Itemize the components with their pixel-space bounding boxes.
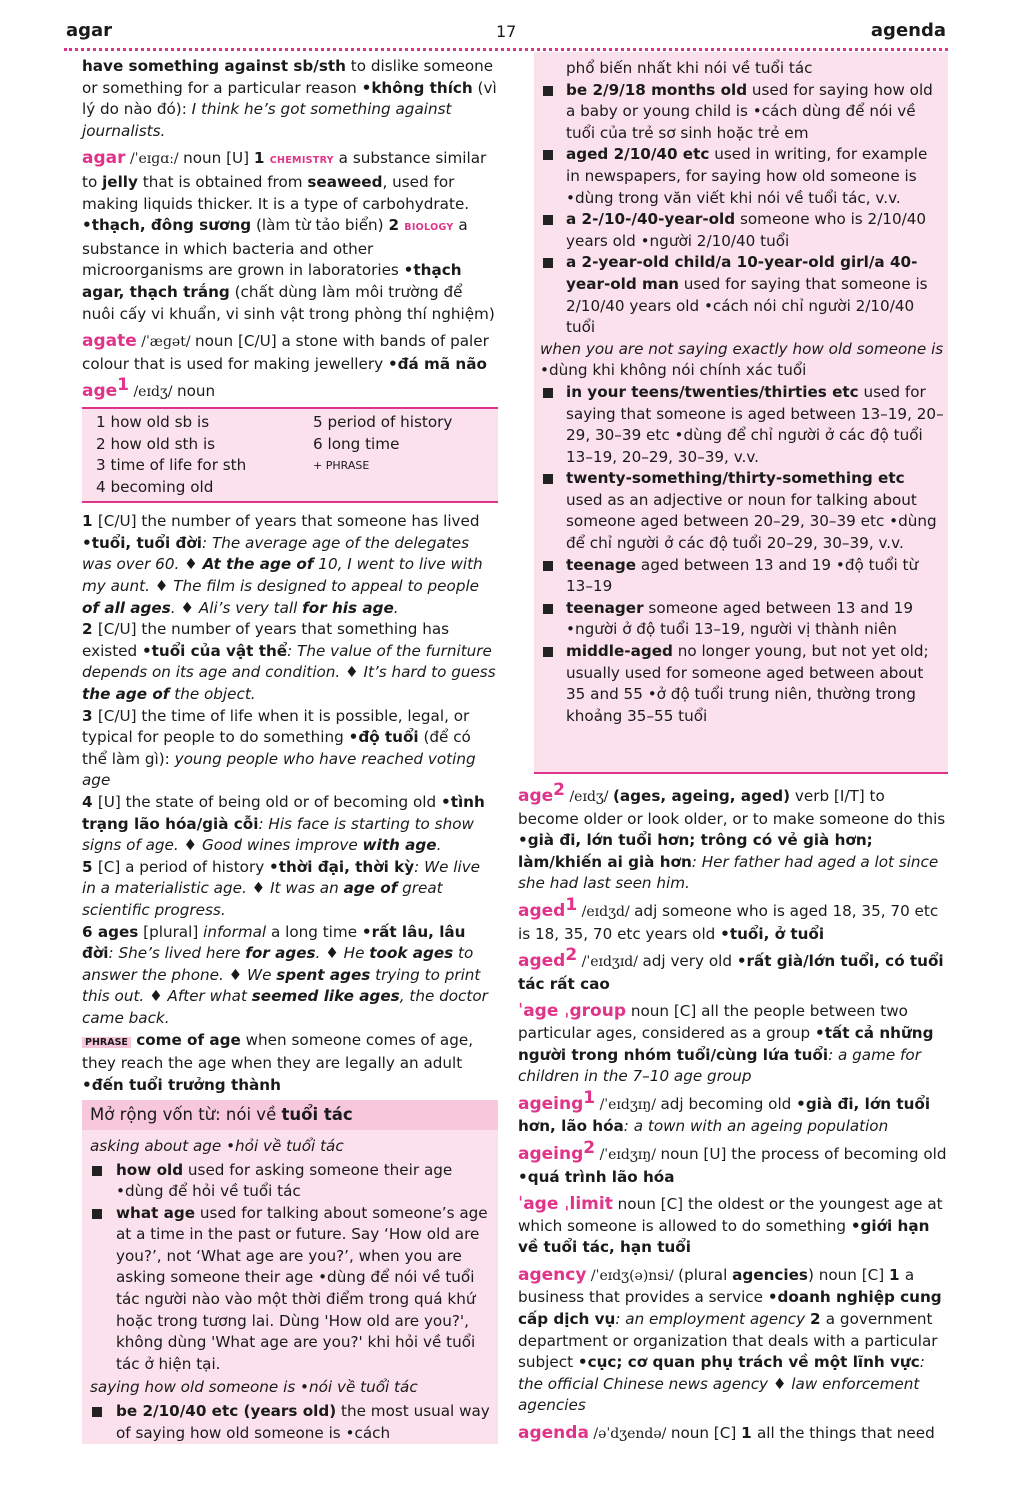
list-item: aged 2/10/40 etc used in writing, for example in newspapers, for saying how old someone is •dùng trong văn viết khi nói về tuổi tác, v.v.	[540, 144, 944, 209]
right-column	[518, 779, 948, 1452]
page-number: 17	[496, 22, 517, 41]
list-item: teenager someone aged between 13 and 19 •người ở độ tuổi 13–19, người vị thành niên	[540, 598, 944, 641]
entry-agar: agar /ˈeɪɡɑː/ noun [U] 1 CHEMISTRY a substance similar to jelly that is obtained from seaweed, used for making liquids thicker. It is a type of carbohydrate. •thạch, đông sương (làm từ tảo biển) 2 BIOLOGY a substance in which bacteria and other microorganisms are grown in laboratories •thạch agar, thạch trắng (chất dùng làm môi trường để nuôi cấy vi khuẩn, vi sinh vật trong phòng thí nghiệm)	[82, 148, 495, 323]
list-item: a 2-year-old child/a 10-year-old girl/a 40-year-old man used for saying that someone is 2/10/40 years old •cách nói chỉ người 2/10/40 tuổi	[540, 252, 944, 338]
list-item: what age used for talking about someone’s age at a time in the past or future. Say ‘How old are you?’, not ‘What age are you?’, when you are asking someone their age •dùng để nói về tuổi tác người nào vào một thời điểm trong quá khứ hoặc trong tương lai. Dùng 'How old are you?', không dùng 'What age are you?' khi hỏi về tuổi tác ở hiện tại.	[82, 1203, 498, 1376]
headword: age	[82, 381, 118, 402]
sense-1: 1 [C/U] the number of years that someone has lived •tuổi, tuổi đời: The average age of the delegates was over 60. ♦ At the age of 10, I went to live with my aunt. ♦ The film is designed to appeal to people of all ages. ♦ Ali’s very tall for his age.	[82, 512, 483, 617]
vocabulary-box-title: Mở rộng vốn từ: nói về tuổi tác	[82, 1100, 498, 1130]
entry-agenda: agenda /əˈdʒendə/ noun [C] 1 all the things that need	[518, 1423, 935, 1444]
entry-age-group: ˈage ˌgroup noun [C] all the people between two particular ages, considered as a group •tất cả những người trong nhóm tuổi/cùng lứa tuổi: a game for children in the 7–10 age group	[518, 1001, 934, 1086]
entry-aged2: aged$^2$ /ˈeɪdʒɪd/ adj very old •rất già/lớn tuổi, có tuổi tác rất cao	[518, 945, 944, 993]
phrase-tag: PHRASE	[82, 1037, 131, 1048]
entry-continuation: have something against sb/sth to dislike someone or something for a particular reason •không thích (vì lý do nào đó): I think he’s got something against journalists.	[82, 57, 497, 140]
headword: agenda	[518, 1423, 589, 1444]
list-item: a 2-/10-/40-year-old someone who is 2/10/40 years old •người 2/10/40 tuổi	[540, 209, 944, 252]
sense-5: 5 [C] a period of history •thời đại, thời kỳ: We live in a materialistic age. ♦ It was an age of great scientific progress.	[82, 857, 481, 919]
sense-6: 6 ages [plural] informal a long time •rất lâu, lâu đời: She’s lived here for ages. ♦ He took ages to answer the phone. ♦ We spent ages trying to print this out. ♦ After what seemed like ages, the doctor came back.	[82, 922, 488, 1027]
entry-age-limit: ˈage ˌlimit noun [C] the oldest or the youngest age at which someone is allowed to do something •giới hạn về tuổi tác, hạn tuổi	[518, 1194, 943, 1257]
menu-item: 2 how old sth is	[96, 434, 216, 453]
headword: age	[518, 786, 554, 806]
headword: ˈage ˌlimit	[518, 1194, 613, 1215]
entry-age2: age$^2$ /eɪdʒ/ (ages, ageing, aged) verb [I/T] to become older or look older, or to make someone do this •già đi, lớn tuổi hơn; trông có vẻ già hơn; làm/khiến ai già hơn: Her father had aged a lot since she had last seen him.	[518, 779, 946, 893]
list-item: in your teens/twenties/thirties etc used for saying that someone is aged between 13–19, 20–29, 30–39 etc •dùng để chỉ người ở các độ tuổi 13–19, 20–29, 30–39, v.v.	[540, 382, 944, 468]
vocabulary-box-content: phổ biến nhất khi nói về tuổi tác be 2/9/18 months old used for saying how old a baby or young child is •cách dùng để nói về tuổi của trẻ sơ sinh hoặc trẻ em aged 2/10/40 etc used in writing, for example in newspapers, for saying how old someone is •dùng trong văn viết khi nói về tuổi tác, v.v. a 2-/10-/40-year-old someone who is 2/10/40 years old •người 2/10/40 tuổi a 2-year-old child/a 10-year-old girl/a 40-year-old man used for saying that someone is 2/10/40 years old •cách nói chỉ người 2/10/40 tuổi when you are not saying exactly how old someone is •dùng khi không nói chính xác tuổi in your teens/twenties/thirties etc used for saying that someone is aged between 13–19, 20–29, 30–39 etc •dùng để chỉ người ở các độ tuổi 13–19, 20–29, 30–39, v.v. twenty-something/thirty-something etc used as an adjective or noun for talking about someone aged between 20–29, 30–39 etc •dùng để chỉ người ở các độ tuổi 20–29, 30–39, v.v. teenage aged between 13 and 19 •độ tuổi từ 13–19 teenager someone aged between 13 and 19 •người ở độ tuổi 13–19, người vị thành niên middle-aged no longer young, but not yet old; usually used for someone aged between about 35 and 55 •ở độ tuổi trung niên, thường trong khoảng 35–55 tuổi	[540, 58, 944, 727]
entry-agency: agency /ˈeɪdʒ(ə)nsi/ (plural agencies) noun [C] 1 a business that provides a service •doanh nghiệp cung cấp dịch vụ: an employment agency 2 a government department or organization that deals with a particular subject •cục; cơ quan phụ trách về một lĩnh vực: the official Chinese news agency ♦ law enforcement agencies	[518, 1264, 942, 1415]
menu-item: 6 long time	[313, 434, 400, 453]
sense-menu	[82, 407, 498, 503]
box-subheading: asking about age •hỏi về tuổi tác	[90, 1136, 344, 1155]
page-header	[66, 20, 946, 50]
sense-2: 2 [C/U] the number of years that something has existed •tuổi của vật thể: The value of the furniture depends on its age and condition. ♦ It’s hard to guess the age of the object.	[82, 620, 496, 704]
entry-aged1: aged$^1$ /eɪdʒd/ adj someone who is aged 18, 35, 70 etc is 18, 35, 70 etc years old •tuổi, ở tuổi	[518, 894, 939, 943]
subject-label: CHEMISTRY	[269, 155, 334, 167]
headword: ageing	[518, 1143, 584, 1164]
sense-3: 3 [C/U] the time of life when it is possible, legal, or typical for people to do something •độ tuổi (để có thể làm gì): young people who have reached voting age	[82, 706, 476, 790]
entry-ageing2: ageing$^2$ /ˈeɪdʒɪŋ/ noun [U] the process of becoming old •quá trình lão hóa	[518, 1137, 947, 1186]
entry-ageing1: ageing$^1$ /ˈeɪdʒɪŋ/ adj becoming old •già đi, lớn tuổi hơn, lão hóa: a town with an ageing population	[518, 1087, 931, 1136]
menu-item: 5 period of history	[313, 412, 453, 431]
guide-word-right: agenda	[870, 20, 946, 41]
sense-4: 4 [U] the state of being old or of becoming old •tình trạng lão hóa/già cỗi: His face is starting to show signs of age. ♦ Good wines improve with age.	[82, 793, 485, 855]
menu-item: + PHRASE	[313, 459, 370, 473]
header-divider	[64, 48, 948, 51]
list-item: how old used for asking someone their age •dùng để hỏi về tuổi tác	[82, 1160, 498, 1203]
menu-item: 3 time of life for sth	[96, 456, 247, 475]
headword: ˈage ˌgroup	[518, 1001, 627, 1022]
headword: aged	[518, 900, 566, 921]
entry-agate: agate /ˈæɡət/ noun [C/U] a stone with bands of paler colour that is used for making jewellery •đá mã não	[82, 331, 489, 373]
headword: agate	[82, 331, 137, 352]
box-subheading: saying how old someone is •nói về tuổi tác	[90, 1378, 418, 1397]
list-item: twenty-something/thirty-something etc used as an adjective or noun for talking about someone aged between 20–29, 30–39 etc •dùng để chỉ người ở các độ tuổi 20–29, 30–39, v.v.	[540, 468, 944, 554]
menu-item	[313, 477, 493, 499]
left-column	[82, 56, 498, 1444]
headword: agar	[82, 148, 126, 169]
headword: agency	[518, 1264, 587, 1285]
entry-age1: age$^1$ /eɪdʒ/ noun	[82, 375, 216, 402]
menu-item: 4 becoming old	[96, 477, 214, 496]
list-item: teenage aged between 13 and 19 •độ tuổi từ 13–19	[540, 555, 944, 598]
menu-item: 1 how old sb is	[96, 412, 210, 431]
phrase: PHRASE come of age when someone comes of age, they reach the age when they are legally an adult •đến tuổi trưởng thành	[82, 1030, 474, 1094]
headword: aged	[518, 951, 566, 972]
list-item: be 2/10/40 etc (years old) the most usual way of saying how old someone is •cách	[82, 1401, 498, 1444]
headword: ageing	[518, 1093, 584, 1114]
guide-word-left: agar	[66, 20, 113, 41]
list-item: be 2/9/18 months old used for saying how old a baby or young child is •cách dùng để nói về tuổi của trẻ sơ sinh hoặc trẻ em	[540, 80, 944, 145]
subject-label: BIOLOGY	[404, 222, 454, 234]
box-subheading: when you are not saying exactly how old someone is •dùng khi không nói chính xác tuổi	[540, 339, 944, 380]
vocabulary-box	[82, 1100, 498, 1444]
list-item: middle-aged no longer young, but not yet old; usually used for someone aged between about 35 and 55 •ở độ tuổi trung niên, thường trong khoảng 35–55 tuổi	[540, 641, 944, 727]
